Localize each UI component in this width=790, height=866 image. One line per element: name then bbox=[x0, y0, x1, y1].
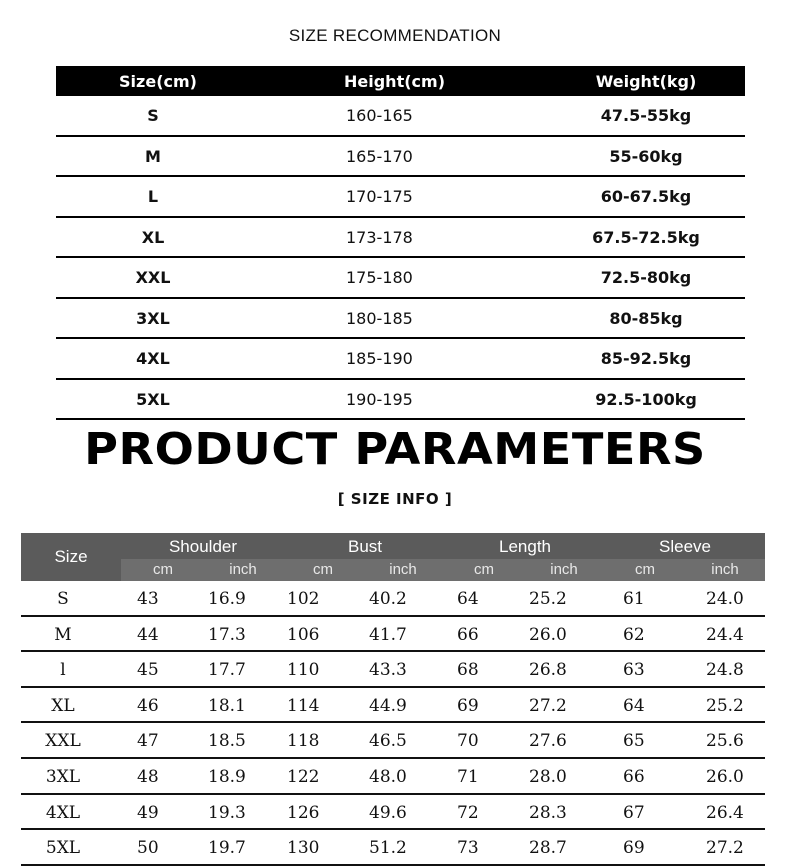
length-inch: 25.2 bbox=[529, 589, 567, 609]
unit-shoulder-cm: cm bbox=[153, 561, 173, 578]
unit-length-inch: inch bbox=[550, 561, 578, 578]
size-info-subtitle: [ SIZE INFO ] bbox=[337, 490, 453, 508]
row-size: XXL bbox=[135, 268, 171, 287]
recommendation-row bbox=[56, 380, 745, 421]
header-size: Size bbox=[54, 547, 88, 566]
bust-inch: 46.5 bbox=[369, 731, 407, 752]
size-info-row bbox=[21, 652, 765, 688]
shoulder-cm: 47 bbox=[137, 731, 159, 752]
recommendation-row bbox=[56, 258, 745, 299]
length-cm: 73 bbox=[457, 838, 479, 859]
row-size: S bbox=[147, 106, 159, 125]
bust-cm: 126 bbox=[287, 802, 320, 823]
bust-inch: 41.7 bbox=[369, 624, 407, 645]
recommendation-row bbox=[56, 299, 745, 340]
length-cm: 66 bbox=[457, 624, 479, 645]
bust-inch: 51.2 bbox=[369, 838, 407, 859]
bust-cm: 130 bbox=[287, 838, 320, 859]
row-size: 3XL bbox=[45, 766, 81, 787]
shoulder-inch: 18.1 bbox=[208, 695, 246, 716]
recommendation-row bbox=[56, 339, 745, 380]
bust-inch: 43.3 bbox=[369, 660, 407, 681]
size-info-row bbox=[21, 581, 765, 617]
shoulder-inch: 18.5 bbox=[208, 731, 246, 752]
length-cm: 71 bbox=[457, 766, 479, 787]
length-cm: 68 bbox=[457, 660, 479, 681]
row-height: 190-195 bbox=[346, 389, 413, 409]
row-size: S bbox=[57, 589, 69, 609]
row-weight: 60-67.5kg bbox=[600, 187, 692, 206]
recommendation-row bbox=[56, 137, 745, 178]
size-info-table bbox=[21, 533, 765, 866]
shoulder-cm: 43 bbox=[137, 589, 159, 609]
length-cm: 64 bbox=[457, 589, 479, 609]
shoulder-inch: 18.9 bbox=[208, 766, 246, 787]
row-size: 4XL bbox=[136, 349, 170, 368]
row-weight: 85-92.5kg bbox=[600, 349, 692, 368]
size-info-row bbox=[21, 830, 765, 866]
header-weight: Weight(kg) bbox=[595, 71, 697, 91]
row-height: 180-185 bbox=[346, 308, 413, 328]
recommendation-row bbox=[56, 177, 745, 218]
sleeve-inch: 24.4 bbox=[706, 624, 744, 645]
row-weight: 72.5-80kg bbox=[600, 268, 692, 287]
sleeve-cm: 61 bbox=[623, 589, 645, 609]
sleeve-inch: 24.0 bbox=[706, 589, 744, 609]
shoulder-inch: 19.3 bbox=[208, 802, 246, 823]
size-info-row bbox=[21, 759, 765, 795]
shoulder-inch: 17.3 bbox=[208, 624, 246, 645]
sleeve-cm: 62 bbox=[623, 624, 645, 645]
recommendation-header-row bbox=[56, 66, 745, 96]
size-info-row bbox=[21, 617, 765, 653]
bust-cm: 118 bbox=[287, 731, 320, 752]
size-info-header bbox=[21, 533, 765, 581]
recommendation-row bbox=[56, 218, 745, 259]
length-inch: 27.6 bbox=[529, 731, 567, 752]
row-size: XL bbox=[141, 227, 165, 247]
row-size: M bbox=[54, 624, 72, 645]
row-size: 4XL bbox=[45, 802, 81, 823]
length-inch: 26.0 bbox=[529, 624, 567, 645]
product-parameters-title: PRODUCT PARAMETERS bbox=[84, 424, 706, 475]
shoulder-cm: 48 bbox=[137, 766, 159, 787]
row-height: 165-170 bbox=[346, 146, 413, 166]
shoulder-inch: 17.7 bbox=[208, 660, 246, 681]
shoulder-cm: 44 bbox=[137, 624, 159, 645]
header-length: Length bbox=[499, 537, 551, 556]
row-size: 5XL bbox=[136, 389, 170, 409]
header-height: Height(cm) bbox=[344, 71, 445, 91]
sleeve-inch: 26.0 bbox=[706, 766, 744, 787]
length-inch: 28.0 bbox=[529, 766, 567, 787]
bust-cm: 102 bbox=[287, 589, 320, 609]
size-info-row bbox=[21, 723, 765, 759]
sleeve-inch: 24.8 bbox=[706, 660, 744, 681]
header-bust: Bust bbox=[347, 537, 383, 556]
shoulder-cm: 45 bbox=[137, 660, 159, 681]
bust-inch: 49.6 bbox=[369, 802, 407, 823]
row-size: XXL bbox=[45, 731, 81, 752]
sleeve-cm: 67 bbox=[623, 802, 645, 823]
row-weight: 47.5-55kg bbox=[600, 106, 692, 125]
size-info-row bbox=[21, 688, 765, 724]
shoulder-cm: 49 bbox=[137, 802, 159, 823]
shoulder-cm: 50 bbox=[137, 838, 159, 859]
length-inch: 28.7 bbox=[529, 838, 567, 859]
length-cm: 72 bbox=[457, 802, 479, 823]
bust-cm: 114 bbox=[287, 695, 320, 716]
row-size: 5XL bbox=[45, 838, 81, 859]
shoulder-cm: 46 bbox=[137, 695, 159, 716]
bust-cm: 110 bbox=[287, 660, 320, 681]
shoulder-inch: 16.9 bbox=[208, 589, 246, 609]
bust-inch: 40.2 bbox=[369, 589, 407, 609]
sleeve-cm: 64 bbox=[623, 695, 645, 716]
sleeve-cm: 63 bbox=[623, 660, 645, 681]
sleeve-inch: 26.4 bbox=[706, 802, 744, 823]
row-height: 160-165 bbox=[346, 106, 413, 125]
row-height: 170-175 bbox=[346, 187, 413, 206]
row-height: 173-178 bbox=[346, 227, 413, 247]
header-shoulder: Shoulder bbox=[168, 537, 238, 556]
size-recommendation-table bbox=[56, 66, 745, 420]
row-height: 185-190 bbox=[346, 349, 413, 368]
length-inch: 28.3 bbox=[529, 802, 567, 823]
row-size: L bbox=[147, 187, 159, 206]
sleeve-cm: 66 bbox=[623, 766, 645, 787]
sleeve-inch: 25.2 bbox=[706, 695, 744, 716]
row-size: 3XL bbox=[136, 308, 170, 328]
row-size: XL bbox=[51, 695, 75, 716]
size-info-row bbox=[21, 795, 765, 831]
unit-sleeve-inch: inch bbox=[711, 561, 739, 578]
sleeve-cm: 69 bbox=[623, 838, 645, 859]
row-size: l bbox=[60, 660, 66, 681]
length-cm: 70 bbox=[457, 731, 479, 752]
bust-cm: 122 bbox=[287, 766, 320, 787]
row-weight: 80-85kg bbox=[609, 308, 683, 328]
sleeve-inch: 25.6 bbox=[706, 731, 744, 752]
length-cm: 69 bbox=[457, 695, 479, 716]
unit-shoulder-inch: inch bbox=[229, 561, 257, 578]
row-weight: 55-60kg bbox=[609, 146, 683, 166]
row-weight: 67.5-72.5kg bbox=[592, 227, 700, 247]
unit-sleeve-cm: cm bbox=[635, 561, 655, 578]
bust-inch: 48.0 bbox=[369, 766, 407, 787]
header-size: Size(cm) bbox=[119, 71, 197, 91]
shoulder-inch: 19.7 bbox=[208, 838, 246, 859]
recommendation-row bbox=[56, 96, 745, 137]
header-sleeve: Sleeve bbox=[659, 537, 711, 556]
unit-bust-cm: cm bbox=[313, 561, 333, 578]
row-height: 175-180 bbox=[346, 268, 413, 287]
row-size: M bbox=[145, 146, 161, 166]
bust-inch: 44.9 bbox=[369, 695, 407, 716]
row-weight: 92.5-100kg bbox=[595, 389, 697, 409]
size-recommendation-title: SIZE RECOMMENDATION bbox=[288, 26, 502, 45]
unit-length-cm: cm bbox=[474, 561, 494, 578]
length-inch: 27.2 bbox=[529, 695, 567, 716]
length-inch: 26.8 bbox=[529, 660, 567, 681]
bust-cm: 106 bbox=[287, 624, 320, 645]
sleeve-cm: 65 bbox=[623, 731, 645, 752]
sleeve-inch: 27.2 bbox=[706, 838, 744, 859]
unit-bust-inch: inch bbox=[389, 561, 417, 578]
